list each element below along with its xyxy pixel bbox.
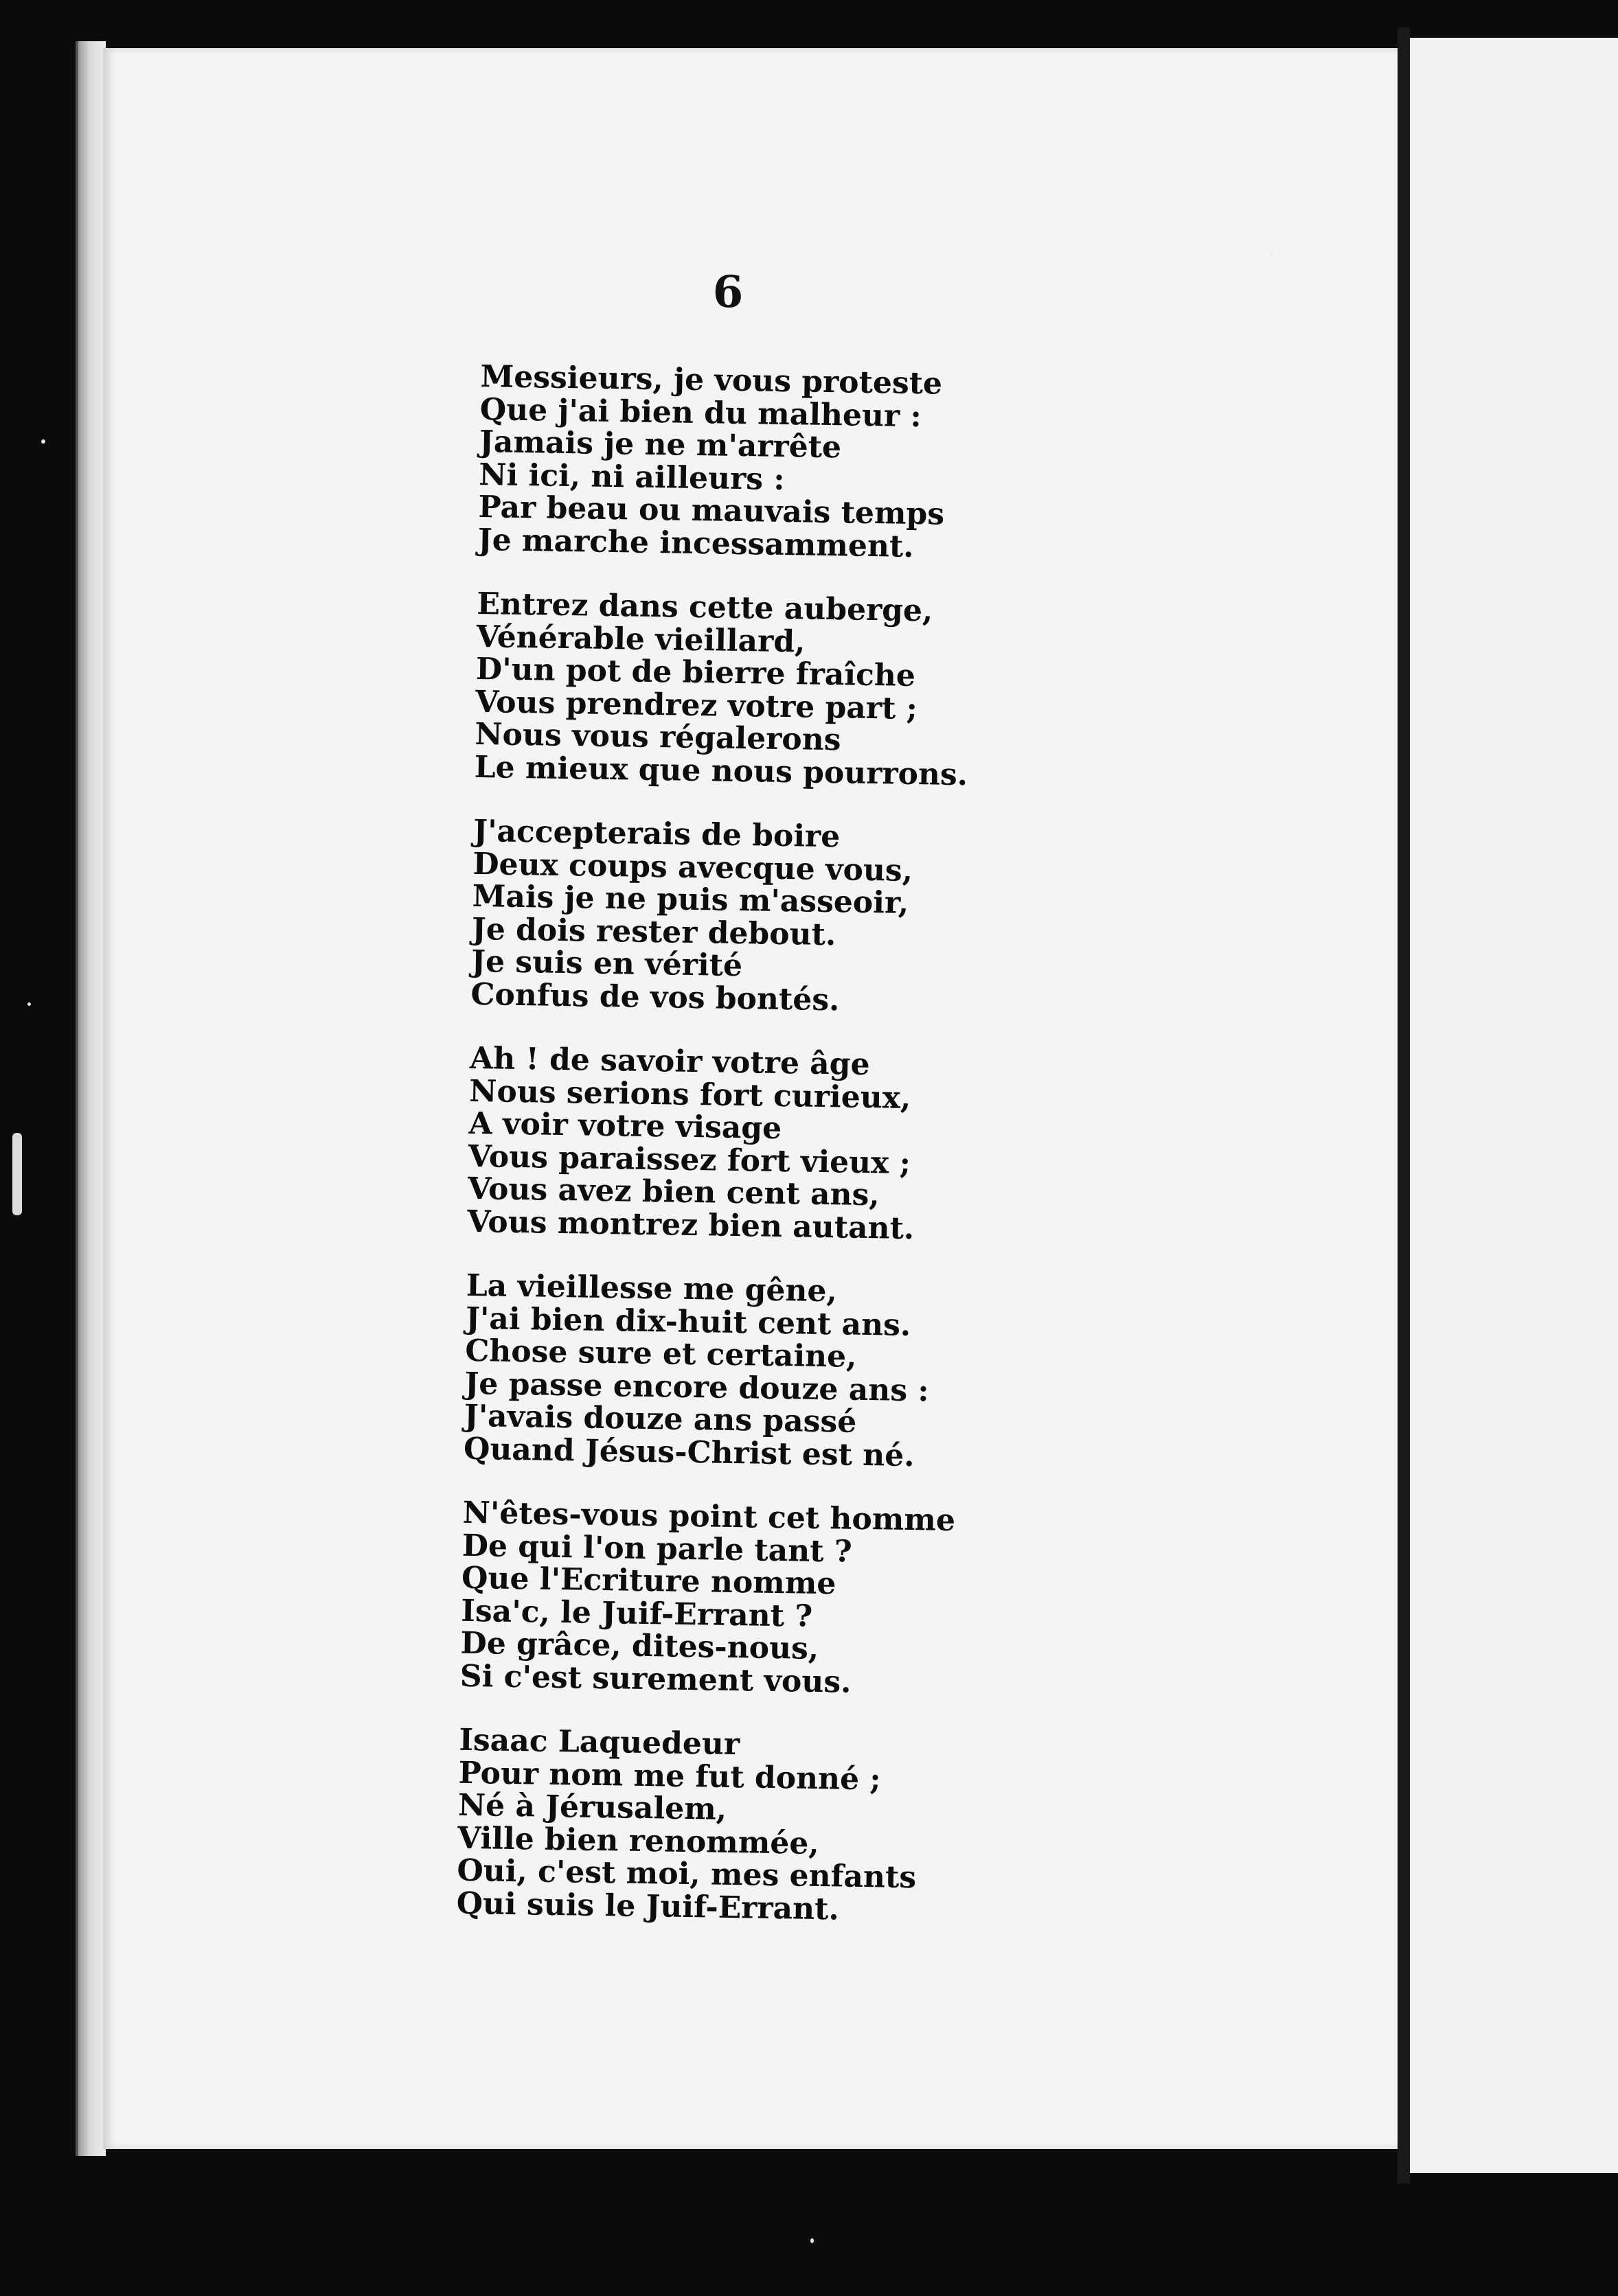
verse-line: Je passe encore douze ans : <box>464 1366 930 1408</box>
verse-line: Pour nom me fut donné ; <box>458 1755 882 1797</box>
scan-speck <box>41 439 45 444</box>
verse-line: De qui l'on parle tant ? <box>462 1528 853 1570</box>
verse-line: Chose sure et certaine, <box>464 1333 857 1375</box>
scan-artifact <box>12 1133 22 1215</box>
verse-line: Par beau ou mauvais temps <box>478 489 945 532</box>
verse-line: N'êtes-vous point cet homme <box>462 1495 956 1539</box>
stanza-4 <box>467 1042 964 1245</box>
poem <box>456 360 974 1927</box>
verse-line: Nous vous régalerons <box>475 716 841 758</box>
verse-line: Quand Jésus-Christ est né. <box>463 1431 915 1473</box>
verse-line: Entrez dans cette auberge, <box>477 586 933 629</box>
verse-line: Nous serions fort curieux, <box>468 1073 911 1116</box>
verse-line: Vous paraissez fort vieux ; <box>468 1138 911 1181</box>
scan-speck <box>27 1002 31 1006</box>
verse-line: Ah ! de savoir votre âge <box>469 1040 870 1083</box>
verse-line: Né à Jérusalem, <box>457 1787 727 1827</box>
verse-line: Mais je ne puis m'asseoir, <box>472 878 909 921</box>
verse-line: Messieurs, je vous proteste <box>480 359 943 402</box>
verse-line: A voir votre visage <box>468 1105 782 1147</box>
scan-speck <box>1271 254 1273 257</box>
verse-line: Oui, c'est moi, mes enfants <box>457 1852 917 1896</box>
stanza-1 <box>478 360 975 564</box>
verse-line: Isaac Laquedeur <box>459 1722 740 1763</box>
verse-line: Vous avez bien cent ans, <box>467 1171 880 1213</box>
stanza-6 <box>460 1497 957 1700</box>
verse-line: Si c'est surement vous. <box>459 1658 852 1700</box>
verse-line: Le mieux que nous pourrons. <box>474 749 968 792</box>
book-page-edge <box>76 41 106 2156</box>
verse-line: Vous montrez bien autant. <box>466 1204 915 1246</box>
verse-line: Je suis en vérité <box>470 943 743 984</box>
verse-line: Deux coups avecque vous, <box>472 846 913 888</box>
verse-line: Vénérable vieillard, <box>476 619 806 659</box>
verse-line: Je marche incessamment. <box>477 522 914 564</box>
verse-line: Que j'ai bien du malheur : <box>479 391 922 434</box>
verse-line: Jamais je ne m'arrête <box>479 424 842 466</box>
stanza-7 <box>456 1724 953 1927</box>
page-gutter <box>1398 27 1410 2183</box>
stanza-5 <box>463 1267 960 1473</box>
verse-line: Ni ici, ni ailleurs : <box>478 457 786 497</box>
stanza-3 <box>470 815 967 1018</box>
page-number: 6 <box>712 266 744 318</box>
stanza-2 <box>474 588 970 791</box>
verse-line: J'avais douze ans passé <box>464 1398 857 1440</box>
verse-line: Vous prendrez votre part ; <box>475 684 918 726</box>
verse-line: La vieillesse me gêne, <box>466 1267 838 1309</box>
scan-speck <box>810 2238 814 2243</box>
verse-line: Ville bien renommée, <box>457 1820 820 1861</box>
verse-line: De grâce, dites-nous, <box>460 1625 819 1666</box>
verse-line: Isa'c, le Juif-Errant ? <box>460 1593 813 1634</box>
verse-line: J'accepterais de boire <box>472 813 841 855</box>
verse-line: D'un pot de bierre fraîche <box>475 651 916 693</box>
facing-page <box>1410 38 1618 2173</box>
verse-line: J'ai bien dix-huit cent ans. <box>465 1300 911 1343</box>
verse-line: Confus de vos bontés. <box>470 976 840 1018</box>
verse-line: Que l'Ecriture nomme <box>461 1560 836 1602</box>
verse-line: Je dois rester debout. <box>471 911 836 952</box>
verse-line: Qui suis le Juif-Errant. <box>456 1885 840 1927</box>
